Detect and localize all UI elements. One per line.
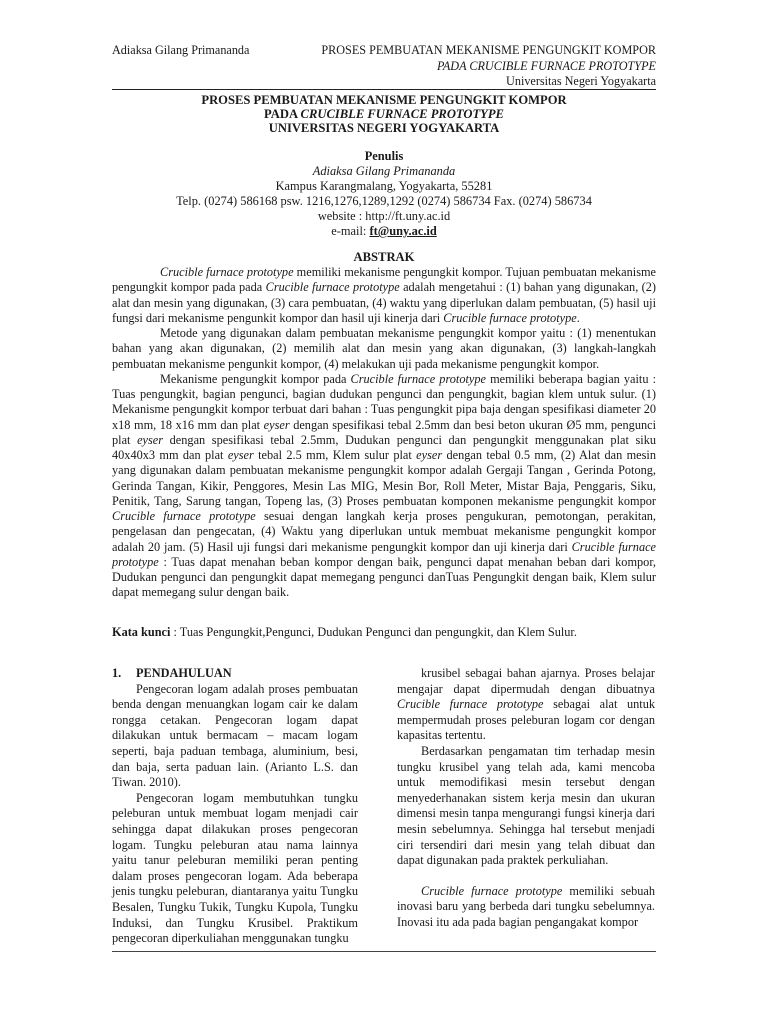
text-run: dengan tebal 0.5 mm, (2) Alat dan mesin yang digunakan dalam pembuatan mekanisme pengungkit kompor adalah Gergaji Tangan , Gerinda Potong, Gerinda Tangan, Kikir, Penggores, Mesin Las MIG, Mesin Bor, Roll Meter, Mistar Baja, Penggaris, Siku, Penitik, Tang, Sarung tangan, Topeng las, (3) Proses pembuatan komponen mekanisme pengungkit kompor: [112, 448, 656, 508]
paragraph: [112, 265, 656, 326]
title-line1: PROSES PEMBUATAN MEKANISME PENGUNGKIT KOMPOR: [201, 93, 567, 107]
text-run: : Tuas dapat menahan beban kompor dengan baik, pengunci dapat menahan beban dari kompor, Dudukan pengunci dan pengungkit dapat memegang pengunci danTuas Pengungkit dengan baik, Klem sulur dapat memegang sulur dengan baik.: [112, 554, 656, 600]
text-run: Metode yang digunakan dalam pembuatan mekanisme pengungkit kompor yaitu : (1) menentukan bahan yang akan digunakan, (2) memilih alat dan mesin yang akan digunakan, (3) langkah-langkah pembuatan mekanisme pengunkit kompor, (4) melakukan uji pada mekanisme pengungkit kompor.: [112, 326, 656, 371]
text-run: adalah mengetahui : (1) bahan yang digunakan, (2) alat dan mesin yang digunakan, (3) cara pembuatan, (4) waktu yang diperlukan dalam pembuatan, (5) hasil uji fungsi dari mekanisme pengunkit kompor dan hasil uji kinerja dari: [112, 280, 657, 325]
author-block: [112, 149, 656, 239]
text-run: krusibel sebagai bahan ajarnya. Proses belajar mengajar dapat dipermudah dengan dibuatnya: [397, 666, 655, 696]
email-link[interactable]: ft@uny.ac.id: [369, 224, 437, 238]
text-run: memiliki sebuah inovasi baru yang berbeda dari tungku sebelumnya. Inovasi itu ada pada bagian pengangakat kompor: [397, 883, 655, 929]
paragraph: [112, 326, 656, 372]
running-header-line3: Universitas Negeri Yogyakarta: [506, 74, 656, 88]
email-label: e-mail:: [331, 224, 370, 238]
italic-term: eyser: [227, 448, 254, 462]
title-line2-prefix: PADA: [264, 106, 301, 121]
paragraph-gap: [397, 869, 655, 884]
abstract-body: [112, 265, 656, 601]
author-address: Kampus Karangmalang, Yogyakarta, 55281: [275, 179, 493, 193]
paragraph: [397, 744, 655, 869]
text-run: Mekanisme pengungkit kompor pada: [160, 371, 351, 386]
section-heading: [112, 666, 358, 682]
paragraph: [112, 372, 656, 601]
author-website[interactable]: website : http://ft.uny.ac.id: [317, 209, 451, 223]
paragraph: [397, 666, 655, 744]
paragraph: [112, 682, 358, 791]
footer-divider: [112, 951, 656, 952]
author-heading: Penulis: [364, 149, 404, 163]
italic-term: eyser: [137, 432, 164, 447]
paper-title: [112, 94, 656, 135]
text-run: memiliki beberapa bagian yaitu : Tuas pengungkit, bagian pengunci, bagian dudukan pengunci dan pengungkit, bagian klem untuk sulur. (1) Mekanisme pengungkit kompor terbuat dari bahan : Tuas pengungkit pipa baja dengan spesifikasi diameter 20 x18 mm, 18 x16 mm dan plat: [112, 371, 656, 432]
keywords: [112, 625, 656, 640]
author-email-line: [112, 224, 656, 239]
running-header-author: Adiaksa Gilang Primananda: [112, 43, 250, 57]
text-run: dengan spesifikasi tebal 2.5mm dan besi beton ukuran Ø5 mm, pengunci plat: [112, 417, 656, 447]
text-run: tebal 2.5 mm, Klem sulur plat: [253, 448, 417, 462]
text-run: .: [576, 310, 580, 325]
italic-term: eyser: [263, 417, 290, 432]
column-left: [112, 666, 358, 947]
section-title: PENDAHULUAN: [136, 666, 232, 680]
title-line2-italic: CRUCIBLE FURNACE PROTOTYPE: [300, 106, 504, 121]
section-number: 1.: [112, 666, 122, 680]
italic-term: Crucible furnace prototype: [443, 310, 577, 325]
text-run: Berdasarkan pengamatan tim terhadap mesin tungku krusibel yang telah ada, kami mencoba untuk memodifikasi mesin tersebut dengan menyederhanakan sistem kerja mesin dan ukuran dimensi mesin tanpa mengurangi fungsi kinerja dari mesin sebelumnya. Sehingga hal tersebut menjadi ciri tersendiri dari mesin yang telah dibuat dan dapat digunakan pada praktek perkuliahan.: [397, 743, 655, 868]
italic-term: Crucible furnace prototype: [421, 883, 563, 898]
abstract-heading: ABSTRAK: [353, 250, 415, 264]
text-run: Pengecoran logam adalah proses pembuatan benda dengan menuangkan logam cair ke dalam rongga cetakan. Pengecoran logam dapat dilakukan untuk bermacam – macam logam seperti, baja paduan tembaga, aluminium, besi, dan baja, serta paduan lain. (Arianto L.S. dan Tiwan. 2010).: [112, 681, 358, 790]
text-run: Pengecoran logam membutuhkan tungku peleburan untuk membuat logam menjadi cair sehingga dapat dilakukan proses pengecoran logam. Tungku peleburan atau nama lainnya yaitu tanur peleburan memiliki peran penting dalam proses pengecoran logam. Ada beberapa jenis tungku peleburan, diantaranya yaitu Tungku Besalen, Tungku Tukik, Tungku Kupola, Tungku Induksi, dan Tungku Krusibel. Praktikum pengecoran diperkuliahan menggunakan tungku: [112, 790, 358, 946]
author-phone: Telp. (0274) 586168 psw. 1216,1276,1289,1292 (0274) 586734 Fax. (0274) 586734: [176, 194, 592, 208]
italic-term: Crucible furnace prototype: [112, 509, 256, 523]
running-header-line2-text: PADA CRUCIBLE FURNACE PROTOTYPE: [436, 58, 656, 73]
italic-term: Crucible furnace prototype: [112, 539, 657, 569]
keywords-text: : Tuas Pengungkit,Pengunci, Dudukan Pengunci dan pengungkit, dan Klem Sulur.: [170, 625, 577, 639]
paragraph: [112, 791, 358, 947]
author-name: [112, 164, 656, 179]
text-run: sebagai alat untuk mempermudah proses peleburan logam cor dengan kapasitas tertentu.: [397, 697, 656, 743]
italic-term: Crucible furnace prototype: [397, 697, 544, 712]
running-header-line1: PROSES PEMBUATAN MEKANISME PENGUNGKIT KOMPOR: [321, 43, 656, 57]
italic-term: Crucible furnace prototype: [265, 280, 400, 295]
keywords-label: Kata kunci: [112, 625, 171, 639]
running-header-line2: [321, 59, 656, 75]
title-line3: UNIVERSITAS NEGERI YOGYAKARTA: [268, 120, 500, 135]
text-run: dengan spesifikasi tebal 2.5mm, Dudukan pengunci dan pengungkit menggunakan plat siku 40x40x3 mm dan plat: [112, 432, 657, 462]
running-header-title: [321, 43, 656, 90]
header-divider: [112, 89, 656, 90]
text-run: memiliki mekanisme pengungkit kompor. Tujuan pembuatan mekanisme pengungkit kompor pada pada: [112, 265, 657, 295]
left-column-body: [112, 682, 358, 947]
italic-term: eyser: [416, 448, 443, 462]
text-run: sesuai dengan langkah kerja proses pengukuran, pemotongan, perakitan, pengelasan dan pengecatan, (4) Waktu yang diperlukan untuk membuat mekanisme pengungkit kompor adalah 20 jam. (5) Hasil uji fungsi dari mekanisme pengungkit kompor dan uji kinerja dari: [112, 509, 657, 554]
author-name-text: Adiaksa Gilang Primananda: [312, 164, 456, 178]
title-line2: [112, 108, 656, 122]
column-right: [397, 666, 655, 931]
paragraph: [397, 884, 655, 931]
italic-term: Crucible furnace prototype: [350, 371, 486, 386]
italic-term: Crucible furnace prototype: [160, 265, 294, 279]
